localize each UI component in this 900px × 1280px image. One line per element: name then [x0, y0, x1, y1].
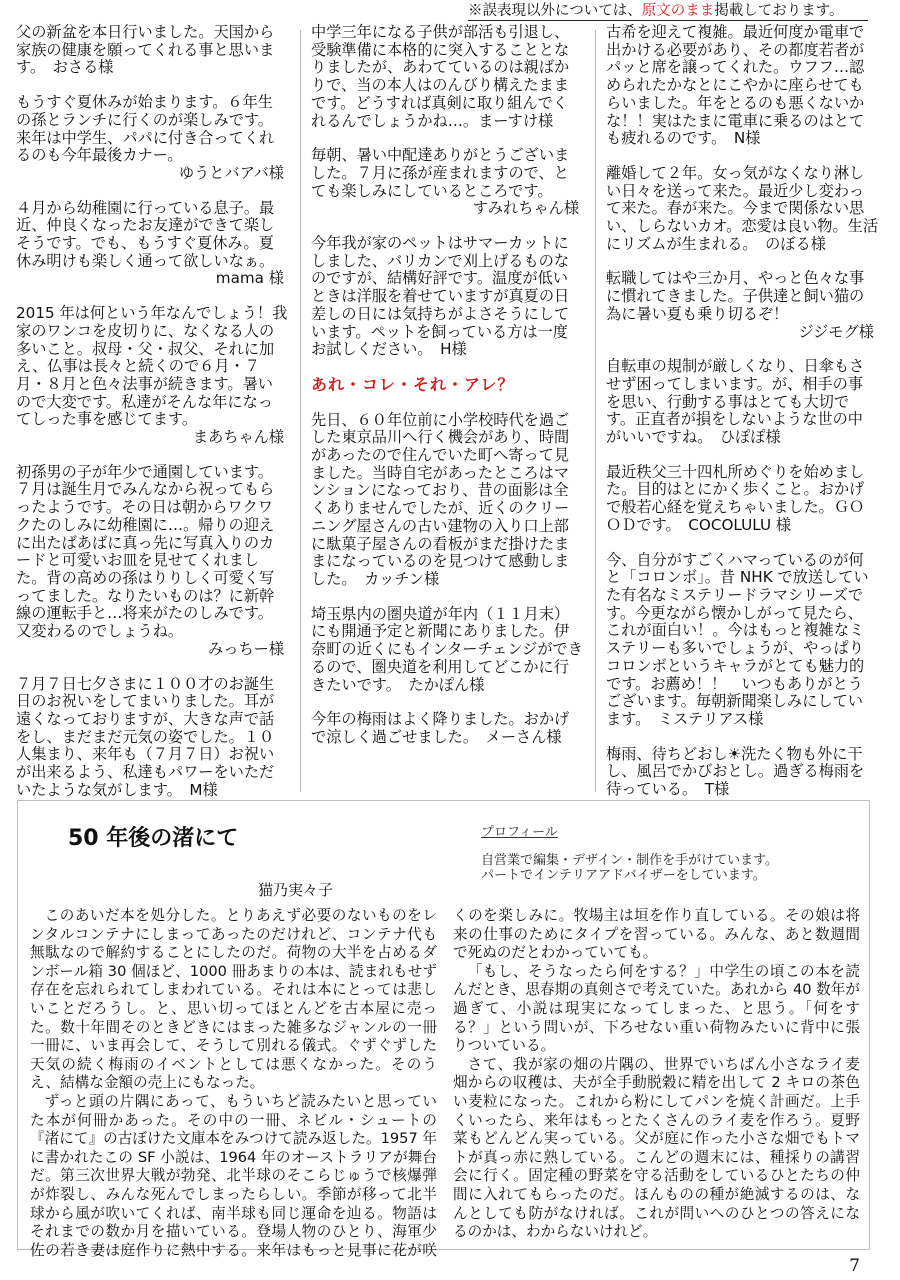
reader-message	[16, 200, 288, 289]
essay-box	[17, 800, 870, 1259]
message-body: 古希を迎えて複雑。最近何度か電車で出かける必要があり、その都度若者がパッと席を譲ってくれた。ウフフ…認められたかなとにこやかに座らせてもらいました。年をとるのも悪くないかな！！実はたまに電車に乗るのはとても疲れるのです。 N様	[606, 23, 865, 148]
message-body: 最近秩父三十四札所めぐりを始めました。目的はとにかく歩くこと。おかげで般若心経を覚えちゃいました。ＧＯＯＤです。 COCOLULU 様	[606, 462, 865, 534]
column-2-top-messages	[311, 24, 583, 359]
reader-message	[311, 24, 583, 130]
message-signature: みっちー様	[208, 639, 284, 658]
message-body: 梅雨、待ちどおし☀洗たく物も外に干し、風呂でかびおとし。過ぎる梅雨を待っている。 T様	[606, 744, 865, 799]
message-body: 初孫男の子が年少で通園しています。７月は誕生月でみんなから祝ってもらったようです。その日は朝からワクワクたのしみに幼稚園に…。帰りの迎えに出たばあばに真っ先に写真入りのカードと可愛いお皿を見せてくれました。背の高めの孫はりりしく可愛く写ってました。なりたいものは？に新幹線の運転手と…将来がたのしみです。又変わるのでしょうね。	[16, 462, 275, 641]
column-divider	[300, 30, 301, 792]
essay-paragraph: さて、我が家の畑の片隅の、世界でいちばん小さなライ麦畑からの収穫は、夫が全手動脱穀に精を出して 2 キロの茶色い麦粒になった。これから粉にしてパンを焼く計画だ。上手くいったら、来年はもっとたくさんのライ麦を作ろう。夏野菜もどんどん実っている。父が庭に作った小さな畑でもトマトが真っ赤に熟している。こんどの週末には、種採りの講習会に行く。固定種の野菜を守る活動をしているひとたちの仲間に入れてもらったのだ。ほんものの種が絶滅するのは、なんとしても防がなければ。これが問いへのひとつの答えになるのかは、わからないけれど。	[453, 1055, 860, 1241]
column-divider	[595, 30, 596, 792]
notice-emphasis: 原文のまま	[641, 3, 715, 19]
reader-message	[311, 147, 583, 218]
page-number: 7	[849, 1256, 860, 1276]
message-body: 父の新盆を本日行いました。天国から家族の健康を願ってくれる事と思います。 おさる様	[16, 23, 275, 77]
message-body: 毎朝、暑い中配達ありがとうございました。７月に孫が産まれますので、とても楽しみにしているところです。	[311, 146, 570, 200]
message-body: 今、自分がすごくハマっているのが何と「コロンボ」。昔 NHK で放送していた有名なミステリードラマシリーズです。今更ながら懐かしがって見たら、これが面白い！。今はもっと複雑なミステリーも多いでしょうが、やっぱりコロンボというキャラがとても魅力的です。お薦め！！ いつもありがとうございます。毎朝新聞楽しみにしています。 ミステリアス様	[606, 550, 869, 728]
essay-author: 猫乃実々子	[258, 881, 334, 899]
message-body: 今年の梅雨はよく降りました。おかげで涼しく過ごせました。 メーさん様	[311, 710, 570, 746]
reader-message	[311, 235, 583, 359]
reader-column-2	[311, 24, 583, 764]
reader-message	[606, 552, 878, 729]
reader-message	[16, 94, 288, 183]
essay-body	[30, 907, 860, 1260]
message-body: 埼玉県内の圏央道が年内（１１月末）にも開通予定と新聞にありました。伊奈町の近くにもインターチェンジができるので、圏央道を利用してどこかに行きたいです。 たかぽん様	[311, 604, 583, 694]
message-body: 先日、６０年位前に小学校時代を過ごした東京品川へ行く機会があり、時間があったので住んでいた町へ寄って見ました。当時自宅があったところはマンションになっており、昔の面影は全くありませんでしたが、近くのクリーニング屋さんの古い建物の入り口上部に駄菓子屋さんの看板がまだ掛けたままになっているのを見つけて感動しました。 カッチン様	[311, 410, 570, 588]
essay-paragraph: このあいだ本を処分した。とりあえず必要のないものをレンタルコンテナにしまってあったのだけれど、コンテナ代も無駄なので解約することにしたのだ。荷物の大半を占めるダンボール箱 30 個ほど、1000 冊あまりの本は、読まれもせず存在を忘れられてしまわれている。それは本にとっては悲しいことだろうし。と、思い切ってほとんどを古本屋に売った。数十年間そのときどきにはまった雑多なジャンルの一冊一冊に、いま再会して、そうして別れる儀式。ぐずぐずした天気の続く梅雨のイベントとしては悪くなかった。そのうえ、結構な金額の売上にもなった。	[30, 907, 437, 1092]
message-body: ７月７日七夕さまに１００才のお誕生日のお祝いをしてまいりました。耳が遠くなっておりますが、大きな声で話をし、まだまだ元気の姿でした。１０人集まり、来年も（７月７日）お祝いが出来るよう、私達もパワーをいただいたような気がします。 M様	[16, 674, 275, 799]
reader-message	[606, 270, 878, 341]
message-signature: ジジモグ様	[798, 322, 874, 341]
message-body: 自転車の規制が厳しくなり、日傘もさせず困ってしまいます。が、相手の事を思い、行動する事はとても大切です。正直者が損をしないような世の中がいいですね。 ひぽぽ様	[606, 357, 865, 447]
message-body: 今年我が家のペットはサマーカットにしました、バリカンで刈上げるものなのですが、結構好評です。温度が低いときは洋服を着せていますが真夏の日差しの日には気持ちがよさそうにしています。ペットを飼っている方は一度お試しください。 H様	[311, 234, 570, 359]
message-signature: ゆうとバアバ様	[178, 163, 284, 182]
message-body: もうすぐ夏休みが始まります。６年生の孫とランチに行くのが楽しみです。来年は中学生、パパに付き合ってくれるのも今年最後カナー。	[16, 93, 275, 165]
reader-message	[16, 464, 288, 659]
reader-message	[311, 711, 583, 746]
message-body: 転職してはや三か月、やっと色々な事に慣れてきました。子供達と飼い猫の為に暑い夏も乗り切るぞ！	[606, 269, 865, 323]
reader-message	[16, 305, 288, 447]
message-body: 中学三年になる子供が部活も引退し、受験準備に本格的に突入することとなりましたが、あわてているのは親ばかりで、当の本人はのんびり構えたままです。どうすれば真剣に取り組んでくれるんでしょうかね…。まーすけ様	[311, 23, 570, 130]
profile-text: 自営業で編集・デザイン・制作を手がけています。 パートでインテリアアドバイザーをしています。	[481, 853, 779, 883]
essay-title: 50 年後の渚にて	[68, 826, 239, 851]
message-body: 離婚して２年。女っ気がなくなり淋しい日々を送って来た。最近少し変わって来た。春が来た。今まで関係ない思い、しらないカオ。恋愛は良い物。生活にリズムが生まれる。 のぼる様	[606, 163, 879, 253]
reader-message	[311, 412, 583, 589]
reader-message	[606, 746, 878, 799]
essay-paragraph: ずっと頭の片隅にあって、もういちど読みたいと思っていた本が何冊かあった。その中の一冊、ネビル・シュートの『渚にて』の古ぼけた文庫本をみつけて読み返した。1957 年に書かれたこの SF 小説は、1964 年のオーストラリアが舞台だ。第三次世界大戦が勃発、北半球のそこらじゅうで核爆弾が炸裂し、みんな死んでしまったらしい。季節が移って北半球から風が吹いてくれば、南半球も同じ運命を辿る。物語はそれまでの数か月を描いている。登場人物のひとり、海軍少佐の若き妻は庭作りに熱中する。来年はもっと見事に花が咲くのを楽しみに。牧場主は垣を作り直している。その娘は将来の仕事のためにタイプを習っている。みんな、あと数週間で死ぬのだとわかっていても。	[30, 907, 860, 1259]
message-signature: まあちゃん様	[192, 428, 284, 447]
section-heading: あれ・コレ・それ・アレ？	[311, 374, 515, 394]
reader-message	[606, 165, 878, 254]
reader-message	[606, 24, 878, 148]
reader-column-1	[16, 24, 288, 816]
editorial-notice	[468, 2, 868, 21]
reader-message	[606, 358, 878, 447]
reader-message	[606, 464, 878, 535]
notice-prefix: ※誤表現以外については、	[468, 3, 642, 19]
notice-suffix: 掲載しております。	[714, 3, 844, 19]
essay-paragraph: 「もし、そうなったら何をする？」中学生の頃この本を読んだとき、思春期の真剣さで考えていた。あれから 40 数年が過ぎて、小説は現実になってしまった、と思う。「何をする？」という問いが、下ろせない重い荷物みたいに背中に張りついている。	[453, 962, 860, 1055]
reader-column-3	[606, 24, 878, 816]
message-signature: mama 様	[215, 269, 284, 288]
reader-message	[16, 24, 288, 77]
message-body: 2015 年は何という年なんでしょう！我家のワンコを皮切りに、なくなる人の多いこと。叔母・父・叔父、それに加え、仏事は長々と続くので６月・７月・８月と色々法事が続きます。暑いので大変です。私達がそんな年になってしった事を感じてます。	[16, 304, 288, 429]
message-body: ４月から幼稚園に行っている息子。最近、仲良くなったお友達ができて楽しそうです。でも、もうすぐ夏休み。夏休み明けも楽しく通って欲しいなぁ。	[16, 198, 275, 270]
column-2-bottom-messages	[311, 412, 583, 747]
profile-label: プロフィール	[481, 825, 558, 840]
message-signature: すみれちゃん様	[472, 199, 579, 218]
reader-message	[16, 676, 288, 800]
reader-message	[311, 606, 583, 695]
